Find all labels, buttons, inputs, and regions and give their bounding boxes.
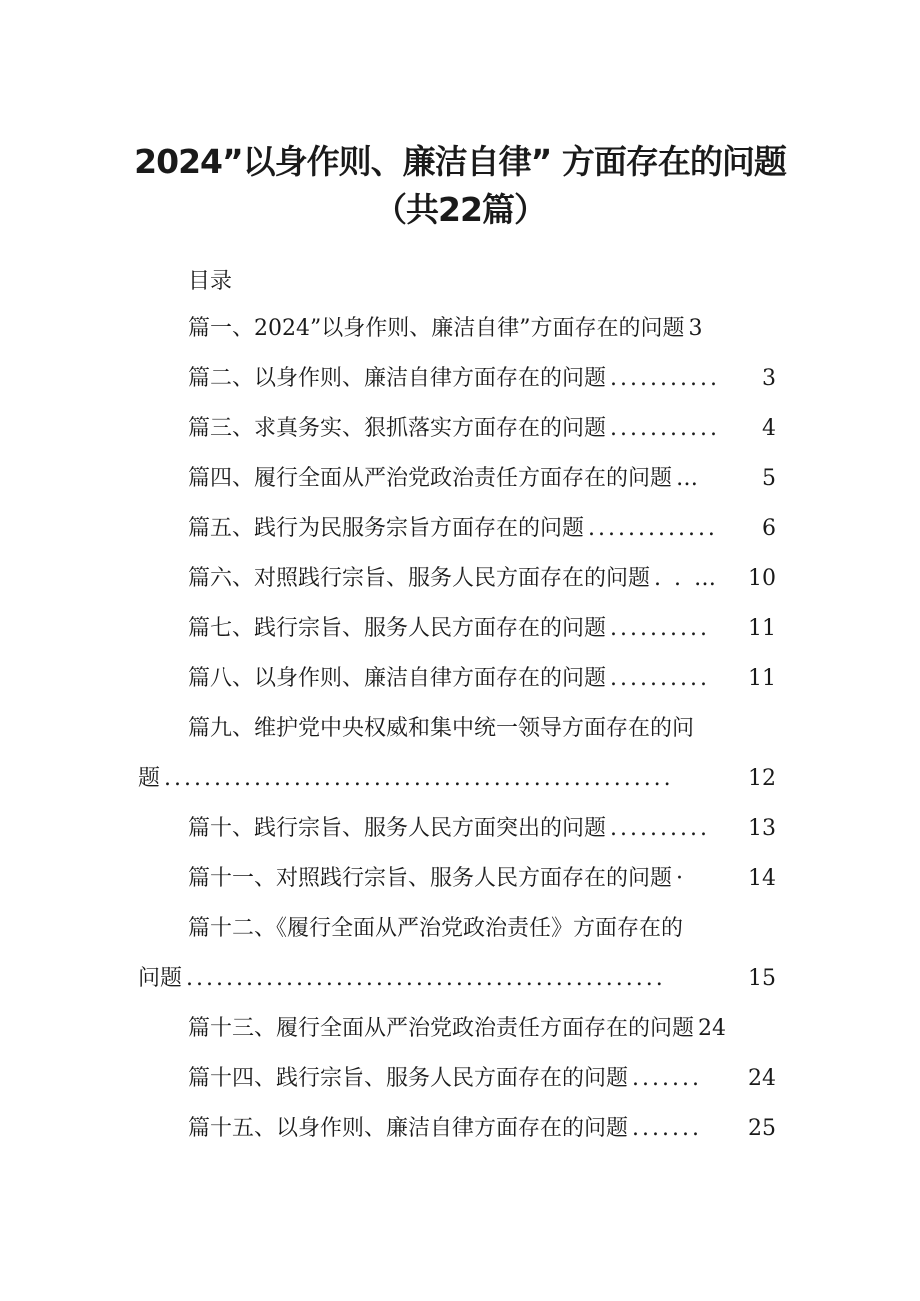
toc-entry[interactable] [188, 314, 776, 344]
toc-entry-title: 篇九、维护党中央权威和集中统一领导方面存在的问 [188, 716, 695, 741]
toc-entry-title: 篇一、2024”以身作则、廉洁自律”方面存在的问题 [188, 316, 685, 341]
toc-entry-title: 篇二、以身作则、廉洁自律方面存在的问题 [188, 366, 607, 391]
toc-entry-leader: ....... [632, 1066, 702, 1091]
toc-entry-leader: ....... [632, 1116, 702, 1141]
toc-entry-page: 10 [748, 566, 776, 591]
toc-entry-page: 14 [748, 866, 776, 891]
toc-entry-leader: .......... [610, 816, 710, 841]
toc-entry[interactable] [138, 714, 776, 791]
toc-entry-leader: ........... [610, 416, 720, 441]
toc-entry-page: 24 [698, 1016, 727, 1041]
toc-entry-title: 篇十一、对照践行宗旨、服务人民方面存在的问题 [188, 866, 673, 891]
toc-entry-leader: · [676, 866, 687, 891]
toc-entry[interactable] [138, 914, 776, 991]
toc-entry[interactable] [188, 864, 776, 894]
toc-entry-page: 25 [748, 1116, 776, 1141]
toc-entry-title: 篇四、履行全面从严治党政治责任方面存在的问题 [188, 466, 673, 491]
toc-entry-title: 篇十、践行宗旨、服务人民方面突出的问题 [188, 816, 607, 841]
toc-entry[interactable] [188, 814, 776, 844]
toc-entry-title: 篇八、以身作则、廉洁自律方面存在的问题 [188, 666, 607, 691]
toc-entry-page: 11 [748, 666, 776, 691]
toc-entry-title: 篇五、践行为民服务宗旨方面存在的问题 [188, 516, 585, 541]
toc-entry-title: 篇十四、践行宗旨、服务人民方面存在的问题 [188, 1066, 629, 1091]
toc-entry-page: 12 [748, 766, 776, 791]
toc-entry-title: 篇十三、履行全面从严治党政治责任方面存在的问题 [188, 1016, 695, 1041]
toc-entry-title: 篇十二、《履行全面从严治党政治责任》方面存在的 [188, 916, 684, 941]
toc-entry-title: 篇三、求真务实、狠抓落实方面存在的问题 [188, 416, 607, 441]
toc-entry-leader: ............. [588, 516, 718, 541]
toc-entry-title-continued: 问题 [138, 966, 183, 991]
toc-entry[interactable] [188, 364, 776, 394]
toc-entry-leader: ........... [610, 366, 720, 391]
toc-entry[interactable] [188, 414, 776, 444]
toc-entry-page: 4 [762, 416, 776, 441]
toc-entry-page: 3 [762, 366, 776, 391]
toc-entry-page: 6 [762, 516, 776, 541]
toc-entry-title-continued: 题 [138, 766, 161, 791]
toc-entry[interactable] [188, 614, 776, 644]
document-title: 2024”以身作则、廉洁自律” 方面存在的问题 [134, 142, 786, 181]
toc-entry[interactable] [188, 1064, 776, 1094]
toc-entry[interactable] [188, 664, 776, 694]
toc-entry-title: 篇六、对照践行宗旨、服务人民方面存在的问题 [188, 566, 651, 591]
toc-entry-leader: … [676, 466, 702, 491]
toc-entry-page: 15 [748, 966, 776, 991]
document-subtitle: （共22篇） [374, 190, 546, 229]
toc-entry[interactable] [188, 1114, 776, 1144]
toc-entry[interactable] [188, 464, 776, 494]
toc-entry[interactable] [188, 514, 776, 544]
toc-entry-leader: . . … [654, 566, 719, 591]
toc-entry-leader: .......... [610, 616, 710, 641]
toc-entry-leader: ................................................... [164, 766, 674, 791]
toc-entry-leader: ................................................ [186, 966, 666, 991]
toc-entry[interactable] [188, 564, 776, 594]
toc-entry[interactable] [188, 1014, 776, 1044]
toc-entry-title: 篇十五、以身作则、廉洁自律方面存在的问题 [188, 1116, 629, 1141]
toc-entry-page: 3 [688, 316, 703, 341]
toc-entry-page: 24 [748, 1066, 776, 1091]
toc-heading: 目录 [188, 269, 233, 294]
toc-entry-page: 11 [748, 616, 776, 641]
toc-entry-page: 5 [762, 466, 776, 491]
toc-entry-leader: .......... [610, 666, 710, 691]
toc-entry-page: 13 [748, 816, 776, 841]
toc-entry-title: 篇七、践行宗旨、服务人民方面存在的问题 [188, 616, 607, 641]
